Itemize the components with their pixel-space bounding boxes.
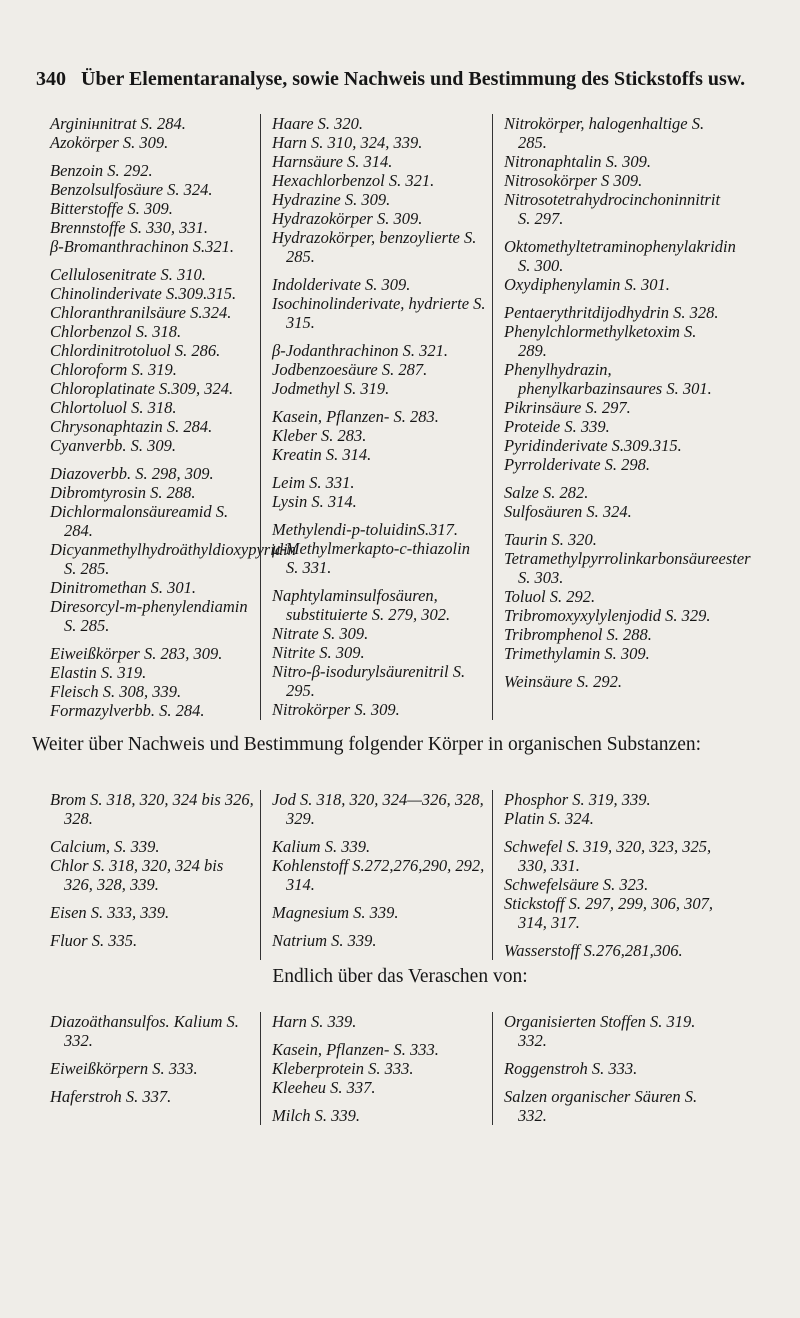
index-entry: Diresorcyl-m-phenylendiamin S. 285. (50, 597, 248, 635)
group-gap (504, 228, 728, 237)
index-entry: Bitterstoffe S. 309. (50, 199, 173, 218)
index-entry: Roggenstroh S. 333. (504, 1059, 638, 1078)
group-gap (50, 894, 254, 903)
index-entry: Nitrosokörper S 309. (504, 171, 643, 190)
index-entry: Chlor S. 318, 320, 324 bis 326, 328, 339. (50, 856, 224, 894)
index-entry: Kasein, Pflanzen- S. 333. (272, 1040, 439, 1059)
index-entry: Nitrosotetrahydrocinchoninnitrit S. 297. (504, 190, 721, 228)
index-block-2 (50, 790, 780, 960)
group-gap (50, 152, 254, 161)
index-entry: Pentaerythritdijodhydrin S. 328. (504, 303, 719, 322)
index-entry: Brennstoffe S. 330, 331. (50, 218, 208, 237)
index-entry: Hydrazokörper, benzoylierte S. 285. (272, 228, 477, 266)
index-column-2 (260, 114, 492, 720)
group-gap (272, 266, 486, 275)
index-entry: Phenylhydrazin, phenylkarbazinsaures S. 301. (504, 360, 712, 398)
index-entry: Jod S. 318, 320, 324—326, 328, 329. (272, 790, 484, 828)
index-entry: Kreatin S. 314. (272, 445, 372, 464)
index-entry: Hydrazokörper S. 309. (272, 209, 423, 228)
index-entry: Salze S. 282. (504, 483, 589, 502)
paragraph-further: Weiter über Nachweis und Bestimmung folgender Körper in organischen Substanzen: (32, 734, 702, 755)
index-entry: Dibromtyrosin S. 288. (50, 483, 196, 502)
index-entry: Hexachlorbenzol S. 321. (272, 171, 435, 190)
index-entry: Kleberprotein S. 333. (272, 1059, 414, 1078)
group-gap (50, 256, 254, 265)
index-column-3 (492, 1012, 728, 1125)
index-column-1 (50, 790, 260, 960)
index-entry: Kasein, Pflanzen- S. 283. (272, 407, 439, 426)
index-entry: Milch S. 339. (272, 1106, 360, 1125)
index-entry: β-Bromanthrachinon S.321. (50, 237, 235, 256)
group-gap (272, 577, 486, 586)
index-entry: Chlorbenzol S. 318. (50, 322, 182, 341)
index-entry: Jodmethyl S. 319. (272, 379, 390, 398)
index-entry: Kleber S. 283. (272, 426, 367, 445)
index-entry: Diazoäthansulfos. Kalium S. 332. (50, 1012, 239, 1050)
index-entry: Sulfosäuren S. 324. (504, 502, 632, 521)
index-entry: Haferstroh S. 337. (50, 1087, 172, 1106)
index-entry: β-Jodanthrachinon S. 321. (272, 341, 448, 360)
index-entry: Fluor S. 335. (50, 931, 138, 950)
index-entry: Jodbenzoesäure S. 287. (272, 360, 428, 379)
index-entry: Nitrite S. 309. (272, 643, 365, 662)
index-column-2 (260, 1012, 492, 1125)
group-gap (272, 398, 486, 407)
index-column-3 (492, 790, 728, 960)
index-entry: Indolderivate S. 309. (272, 275, 411, 294)
index-entry: Calcium, S. 339. (50, 837, 160, 856)
index-entry: Schwefelsäure S. 323. (504, 875, 649, 894)
index-entry: Wasserstoff S.276,281,306. (504, 941, 683, 960)
index-entry: Harn S. 339. (272, 1012, 357, 1031)
index-entry: Platin S. 324. (504, 809, 594, 828)
index-entry: Toluol S. 292. (504, 587, 596, 606)
group-gap (504, 294, 728, 303)
paragraph-finally: Endlich über das Veraschen von: (272, 966, 528, 987)
index-entry: Eiweißkörper S. 283, 309. (50, 644, 223, 663)
index-entry: Kalium S. 339. (272, 837, 371, 856)
index-entry: Proteide S. 339. (504, 417, 610, 436)
index-column-1 (50, 114, 296, 720)
group-gap (504, 932, 728, 941)
index-entry: Harnsäure S. 314. (272, 152, 393, 171)
index-entry: Dicyanmethylhydroäthyldioxypyridin S. 285. (50, 540, 296, 578)
index-entry: Tribromphenol S. 288. (504, 625, 652, 644)
index-entry: Chlordinitrotoluol S. 286. (50, 341, 221, 360)
index-entry: Phosphor S. 319, 339. (504, 790, 651, 809)
index-entry: Salzen organischer Säuren S. 332. (504, 1087, 698, 1125)
index-entry: Leim S. 331. (272, 473, 355, 492)
index-entry: Natrium S. 339. (272, 931, 377, 950)
index-entry: μ-Methylmerkapto-c-thiazolin S. 331. (272, 539, 470, 577)
index-entry: Magnesium S. 339. (272, 903, 399, 922)
index-entry: Weinsäure S. 292. (504, 672, 622, 691)
index-entry: Haare S. 320. (272, 114, 364, 133)
index-entry: Brom S. 318, 320, 324 bis 326, 328. (50, 790, 254, 828)
index-entry: Nitrokörper S. 309. (272, 700, 400, 719)
index-entry: Naphtylaminsulfosäuren, substituierte S. 279, 302. (272, 586, 451, 624)
group-gap (272, 332, 486, 341)
index-entry: Tribromoxyxylylenjodid S. 329. (504, 606, 711, 625)
index-entry: Eiweißkörpern S. 333. (50, 1059, 198, 1078)
index-entry: Eisen S. 333, 339. (50, 903, 170, 922)
index-column-1 (50, 1012, 260, 1125)
index-entry: Nitrate S. 309. (272, 624, 369, 643)
index-entry: Dinitromethan S. 301. (50, 578, 197, 597)
index-entry: Chloroplatinate S.309, 324. (50, 379, 234, 398)
group-gap (272, 828, 486, 837)
index-entry: Chloroform S. 319. (50, 360, 177, 379)
index-entry: Phenylchlormethylketoxim S. 289. (504, 322, 697, 360)
group-gap (50, 828, 254, 837)
index-block-3 (50, 1012, 780, 1125)
index-entry: Oktomethyltetraminophenylakridin S. 300. (504, 237, 736, 275)
group-gap (272, 1031, 486, 1040)
group-gap (50, 635, 254, 644)
group-gap (504, 474, 728, 483)
index-entry: Pyridinderivate S.309.315. (504, 436, 682, 455)
index-entry: Oxydiphenylamin S. 301. (504, 275, 670, 294)
index-entry: Benzoin S. 292. (50, 161, 153, 180)
index-entry: Formazylverbb. S. 284. (50, 701, 205, 720)
index-entry: Cyanverbb. S. 309. (50, 436, 177, 455)
index-entry: Stickstoff S. 297, 299, 306, 307, 314, 317. (504, 894, 713, 932)
group-gap (50, 1078, 254, 1087)
index-entry: Organisierten Stoffen S. 319. 332. (504, 1012, 696, 1050)
index-entry: Harn S. 310, 324, 339. (272, 133, 423, 152)
index-entry: Tetramethylpyrrolinkarbonsäureester S. 303. (504, 549, 751, 587)
index-entry: Isochinolinderivate, hydrierte S. 315. (272, 294, 486, 332)
group-gap (272, 464, 486, 473)
index-entry: Hydrazine S. 309. (272, 190, 391, 209)
index-column-3 (492, 114, 751, 720)
index-entry: Dichlormalonsäureamid S. 284. (50, 502, 229, 540)
group-gap (272, 1097, 486, 1106)
index-entry: Diazoverbb. S. 298, 309. (50, 464, 214, 483)
index-entry: Benzolsulfosäure S. 324. (50, 180, 213, 199)
index-entry: Chloranthranilsäure S.324. (50, 303, 232, 322)
index-entry: Elastin S. 319. (50, 663, 147, 682)
group-gap (50, 455, 254, 464)
index-block-1 (50, 114, 780, 720)
index-entry: Chlortoluol S. 318. (50, 398, 177, 417)
index-entry: Taurin S. 320. (504, 530, 597, 549)
group-gap (504, 828, 728, 837)
index-entry: Pikrinsäure S. 297. (504, 398, 631, 417)
index-entry: Kohlenstoff S.272,276,290, 292, 314. (272, 856, 485, 894)
index-entry: Lysin S. 314. (272, 492, 357, 511)
group-gap (272, 922, 486, 931)
index-entry: Arginінnitrat S. 284. (50, 114, 186, 133)
page-header (36, 68, 776, 91)
index-entry: Pyrrolderivate S. 298. (504, 455, 651, 474)
index-entry: Chinolinderivate S.309.315. (50, 284, 237, 303)
group-gap (272, 511, 486, 520)
index-entry: Fleisch S. 308, 339. (50, 682, 182, 701)
page-number: 340 (36, 68, 66, 90)
index-entry: Kleeheu S. 337. (272, 1078, 376, 1097)
index-entry: Chrysonaphtazin S. 284. (50, 417, 213, 436)
index-entry: Nitronaphtalin S. 309. (504, 152, 651, 171)
group-gap (50, 1050, 254, 1059)
index-entry: Nitro-β-isodurylsäurenitril S. 295. (272, 662, 466, 700)
group-gap (50, 922, 254, 931)
index-entry: Schwefel S. 319, 320, 323, 325, 330, 331. (504, 837, 712, 875)
index-entry: Cellulosenitrate S. 310. (50, 265, 206, 284)
index-entry: Trimethylamin S. 309. (504, 644, 650, 663)
group-gap (504, 663, 728, 672)
index-column-2 (260, 790, 492, 960)
group-gap (504, 521, 728, 530)
running-title: Über Elementaranalyse, sowie Nachweis und Bestimmung des Stickstoffs usw. (81, 68, 746, 90)
index-entry: Methylendi-p-toluidinS.317. (272, 520, 459, 539)
group-gap (272, 894, 486, 903)
group-gap (504, 1050, 728, 1059)
group-gap (504, 1078, 728, 1087)
index-entry: Nitrokörper, halogenhaltige S. 285. (504, 114, 705, 152)
index-entry: Azokörper S. 309. (50, 133, 169, 152)
